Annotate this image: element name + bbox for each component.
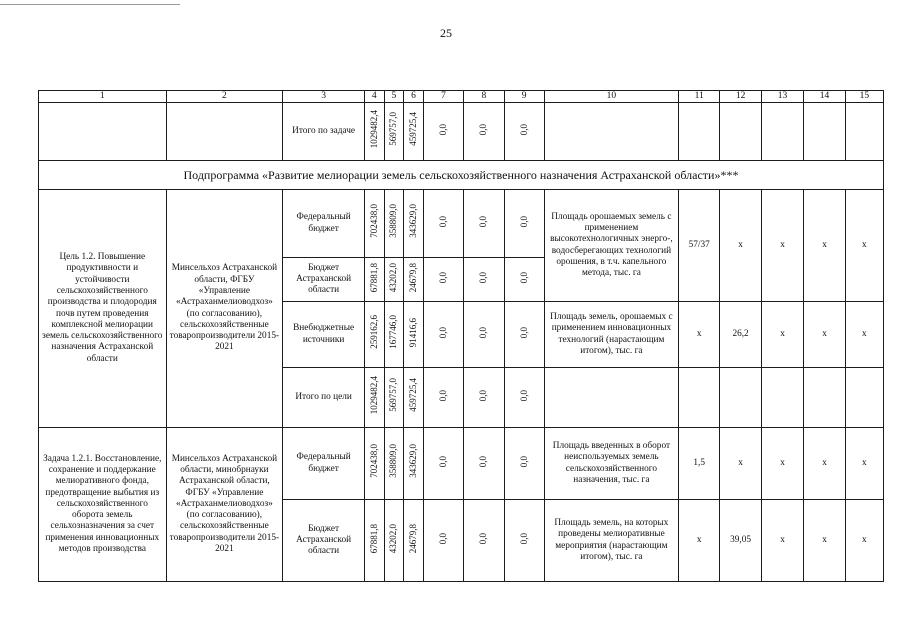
cell-value-vertical: 702438,0: [368, 204, 379, 239]
cell-value-vertical: 0,0: [518, 532, 529, 544]
cell-value-vertical: 459725,4: [408, 112, 419, 147]
table-cell: [504, 500, 544, 582]
cell-value-vertical: 43202,0: [388, 523, 399, 553]
cell-value-vertical: 24679,8: [408, 262, 419, 292]
table-cell: [404, 302, 424, 368]
table-cell: [464, 103, 504, 161]
table-cell: 12: [720, 91, 761, 103]
table-cell: Итого по цели: [283, 368, 365, 428]
table-cell: Задача 1.2.1. Восстановление, сохранение и поддержание мелиоративного фонда, предотвращение выбытия из сельскохозяйственного оборота земель сельхозназначения за счет применения инновационных методов производства: [39, 428, 167, 582]
table-cell: 2: [166, 91, 283, 103]
table-cell: [678, 103, 719, 161]
cell-value-vertical: 91416,6: [408, 317, 419, 347]
cell-value-vertical: 459725,4: [408, 378, 419, 413]
table-cell: Площадь введенных в оборот неиспользуемых земель сельскохозяйственного назначения, тыс. га: [544, 428, 678, 500]
table-cell: [404, 500, 424, 582]
table-cell: [364, 190, 384, 258]
table-cell: [384, 190, 404, 258]
table-cell: [464, 258, 504, 302]
table-cell: [384, 258, 404, 302]
table-cell: х: [761, 428, 804, 500]
table-cell: 7: [423, 91, 463, 103]
table-cell: 15: [845, 91, 883, 103]
table-row: [39, 190, 884, 258]
table-cell: [464, 428, 504, 500]
cell-value-vertical: 43202,0: [388, 262, 399, 292]
table-cell: Цель 1.2. Повышение продуктивности и устойчивости сельскохозяйственного производства и плодородия почв путем проведения комплексной мелиорации земель сельскохозяйственного назначения Астраханской области: [39, 190, 167, 428]
table-cell: 10: [544, 91, 678, 103]
table-cell: х: [678, 500, 719, 582]
table-cell: [464, 302, 504, 368]
table-cell: [404, 428, 424, 500]
table-cell: Итого по задаче: [283, 103, 365, 161]
cell-value-vertical: 0,0: [438, 389, 449, 401]
table-cell: [845, 368, 883, 428]
table-cell: [504, 428, 544, 500]
cell-value-vertical: 0,0: [438, 455, 449, 467]
table-cell: [384, 368, 404, 428]
table-cell: [761, 368, 804, 428]
cell-value-vertical: 358809,0: [388, 204, 399, 239]
table-cell: [166, 103, 283, 161]
cell-value-vertical: 0,0: [478, 326, 489, 338]
table-cell: х: [845, 428, 883, 500]
table-cell: [504, 190, 544, 258]
table-cell: Площадь земель, на которых проведены мелиоративные мероприятия (нарастающим итогом), тыс. га: [544, 500, 678, 582]
cell-value-vertical: 0,0: [478, 215, 489, 227]
cell-value-vertical: 0,0: [438, 123, 449, 135]
table-cell: 3: [283, 91, 365, 103]
table-cell: Площадь орошаемых земель с применением высокотехнологичных энерго-, водосберегающих технологий орошения, в т.ч. капельного метода, тыс. га: [544, 190, 678, 302]
cell-value-vertical: 0,0: [518, 271, 529, 283]
table-row: [39, 91, 884, 103]
table-cell: 6: [404, 91, 424, 103]
table-cell: [720, 103, 761, 161]
table-cell: 9: [504, 91, 544, 103]
cell-value-vertical: 0,0: [518, 389, 529, 401]
table-cell: 4: [364, 91, 384, 103]
table-cell: Федеральный бюджет: [283, 190, 365, 258]
table-cell: 1,5: [678, 428, 719, 500]
table-cell: х: [720, 428, 761, 500]
table-cell: х: [761, 302, 804, 368]
table-cell: Бюджет Астраханской области: [283, 258, 365, 302]
table-cell: Подпрограмма «Развитие мелиорации земель сельскохозяйственного назначения Астраханской области»***: [39, 161, 884, 190]
cell-value-vertical: 0,0: [478, 123, 489, 135]
table-cell: [364, 500, 384, 582]
cell-value-vertical: 0,0: [438, 271, 449, 283]
table-cell: [423, 302, 463, 368]
table-cell: [544, 368, 678, 428]
table-cell: [504, 103, 544, 161]
table-cell: 39,05: [720, 500, 761, 582]
cell-value-vertical: 0,0: [438, 326, 449, 338]
table-cell: Минсельхоз Астраханской области, минобрнауки Астраханской области, ФГБУ «Управление «Астраханмелиоводхоз» (по согласованию), сельскохозяйственные товаропроизводители 2015-2021: [166, 428, 283, 582]
table-cell: [404, 258, 424, 302]
table-cell: [423, 368, 463, 428]
table-cell: [464, 190, 504, 258]
cell-value-vertical: 358809,0: [388, 444, 399, 479]
table-cell: [804, 368, 845, 428]
table-cell: х: [761, 190, 804, 302]
table-cell: [845, 103, 883, 161]
table-row: [39, 103, 884, 161]
table-cell: [504, 258, 544, 302]
table-cell: [384, 428, 404, 500]
table-cell: [720, 368, 761, 428]
cell-value-vertical: 1029482,4: [368, 376, 379, 415]
cell-value-vertical: 343629,0: [408, 204, 419, 239]
table-cell: х: [804, 500, 845, 582]
top-rule-line: [0, 4, 180, 5]
table-cell: [384, 500, 404, 582]
cell-value-vertical: 0,0: [438, 215, 449, 227]
cell-value-vertical: 0,0: [518, 215, 529, 227]
cell-value-vertical: 167746,0: [388, 315, 399, 350]
table-cell: [804, 103, 845, 161]
cell-value-vertical: 0,0: [478, 271, 489, 283]
table-cell: х: [804, 428, 845, 500]
table-cell: х: [804, 190, 845, 302]
table-cell: 11: [678, 91, 719, 103]
cell-value-vertical: 67881,8: [368, 523, 379, 553]
table-cell: [404, 103, 424, 161]
table-cell: [464, 500, 504, 582]
table-row: [39, 161, 884, 190]
table-cell: [364, 258, 384, 302]
table-cell: х: [845, 302, 883, 368]
table-cell: 13: [761, 91, 804, 103]
table-cell: х: [678, 302, 719, 368]
table-cell: 8: [464, 91, 504, 103]
cell-value-vertical: 0,0: [478, 532, 489, 544]
table-cell: [384, 103, 404, 161]
table-cell: [423, 500, 463, 582]
table-cell: [423, 103, 463, 161]
table-cell: 57/37: [678, 190, 719, 302]
table-cell: [364, 368, 384, 428]
table-cell: х: [804, 302, 845, 368]
program-table: [38, 90, 884, 582]
table-cell: [761, 103, 804, 161]
cell-value-vertical: 702438,0: [368, 444, 379, 479]
table-cell: [364, 103, 384, 161]
table-cell: Федеральный бюджет: [283, 428, 365, 500]
cell-value-vertical: 569757,0: [388, 378, 399, 413]
cell-value-vertical: 0,0: [518, 123, 529, 135]
table-cell: [364, 302, 384, 368]
table-cell: 26,2: [720, 302, 761, 368]
table-cell: 14: [804, 91, 845, 103]
cell-value-vertical: 0,0: [438, 532, 449, 544]
table-cell: [678, 368, 719, 428]
table-cell: [404, 190, 424, 258]
table-cell: [423, 258, 463, 302]
table-cell: Площадь земель, орошаемых с применением инновационных технологий (нарастающим итогом), тыс. га: [544, 302, 678, 368]
table-cell: 1: [39, 91, 167, 103]
table-cell: [423, 428, 463, 500]
table-cell: х: [845, 190, 883, 302]
cell-value-vertical: 0,0: [518, 326, 529, 338]
table-cell: х: [720, 190, 761, 302]
table-cell: [384, 302, 404, 368]
cell-value-vertical: 24679,8: [408, 523, 419, 553]
table-cell: Бюджет Астраханской области: [283, 500, 365, 582]
table-row: [39, 428, 884, 500]
table-cell: х: [845, 500, 883, 582]
cell-value-vertical: 259162,6: [368, 315, 379, 350]
table-cell: 5: [384, 91, 404, 103]
table-cell: х: [761, 500, 804, 582]
cell-value-vertical: 67881,8: [368, 262, 379, 292]
table-cell: [504, 368, 544, 428]
table-cell: [504, 302, 544, 368]
cell-value-vertical: 0,0: [518, 455, 529, 467]
table-cell: Внебюджетные источники: [283, 302, 365, 368]
cell-value-vertical: 0,0: [478, 455, 489, 467]
table-cell: [404, 368, 424, 428]
table-cell: [39, 103, 167, 161]
table-cell: [423, 190, 463, 258]
cell-value-vertical: 0,0: [478, 389, 489, 401]
page-number: 25: [440, 26, 452, 40]
cell-value-vertical: 343629,0: [408, 444, 419, 479]
table-cell: Минсельхоз Астраханской области, ФГБУ «Управление «Астраханмелиоводхоз» (по согласованию), сельскохозяйственные товаропроизводители 2015-2021: [166, 190, 283, 428]
cell-value-vertical: 1029482,4: [368, 110, 379, 149]
table-cell: [544, 103, 678, 161]
table-cell: [364, 428, 384, 500]
table-cell: [464, 368, 504, 428]
cell-value-vertical: 569757,0: [388, 112, 399, 147]
